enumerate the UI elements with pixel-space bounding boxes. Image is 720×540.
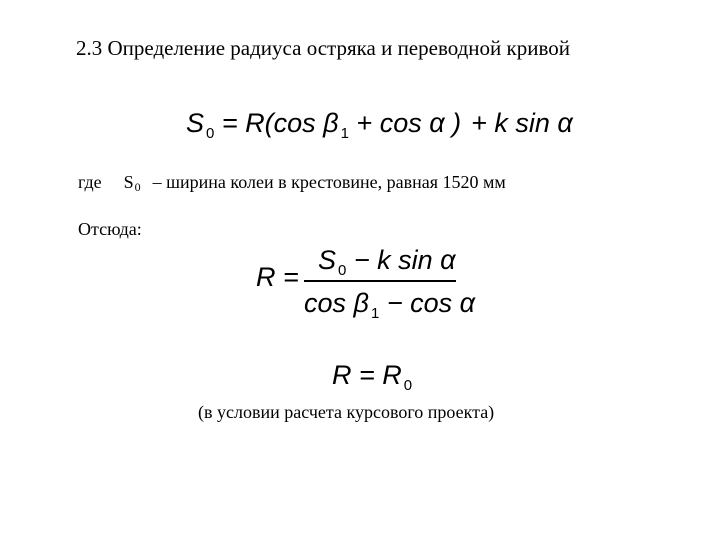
hence-label: Отсюда: (78, 219, 142, 239)
radius-equality-formula (332, 360, 413, 394)
radius-formula-denominator (304, 288, 475, 322)
denominator-cos: cos (304, 288, 354, 318)
denominator-rest: − cos α (379, 288, 475, 318)
definition-line (78, 172, 506, 193)
equality-subscript: 0 (403, 377, 413, 394)
formula-tail-part: + k sin α (471, 108, 573, 138)
formula-beta: β (323, 108, 339, 138)
where-word: где (78, 172, 102, 192)
formula-beta-subscript: 1 (340, 125, 349, 142)
fraction-bar (304, 280, 456, 282)
denominator-beta: β (353, 288, 369, 318)
definition-symbol-subscript: 0 (134, 180, 141, 194)
equality-lhs: R = R (332, 360, 402, 390)
denominator-beta-subscript: 1 (370, 305, 380, 322)
numerator-s-subscript: 0 (338, 262, 347, 279)
definition-text: – ширина колеи в крестовине, равная 1520 мм (152, 172, 506, 192)
definition-symbol-letter: S (123, 172, 134, 192)
formula-s: S (186, 108, 205, 138)
page-title: 2.3 Определение радиуса остряка и переводной кривой (76, 36, 570, 60)
numerator-s: S (318, 245, 337, 275)
radius-formula-lhs: R = (256, 262, 299, 292)
course-project-note: (в условии расчета курсового проекта) (198, 402, 495, 422)
track-width-formula (186, 108, 573, 142)
formula-eq-part: = R(cos (214, 108, 324, 138)
definition-symbol (124, 172, 141, 192)
formula-s-subscript: 0 (206, 125, 215, 142)
radius-formula-numerator (318, 245, 456, 279)
numerator-rest: − k sin α (346, 245, 456, 275)
formula-mid-part: + cos α ) (348, 108, 462, 138)
